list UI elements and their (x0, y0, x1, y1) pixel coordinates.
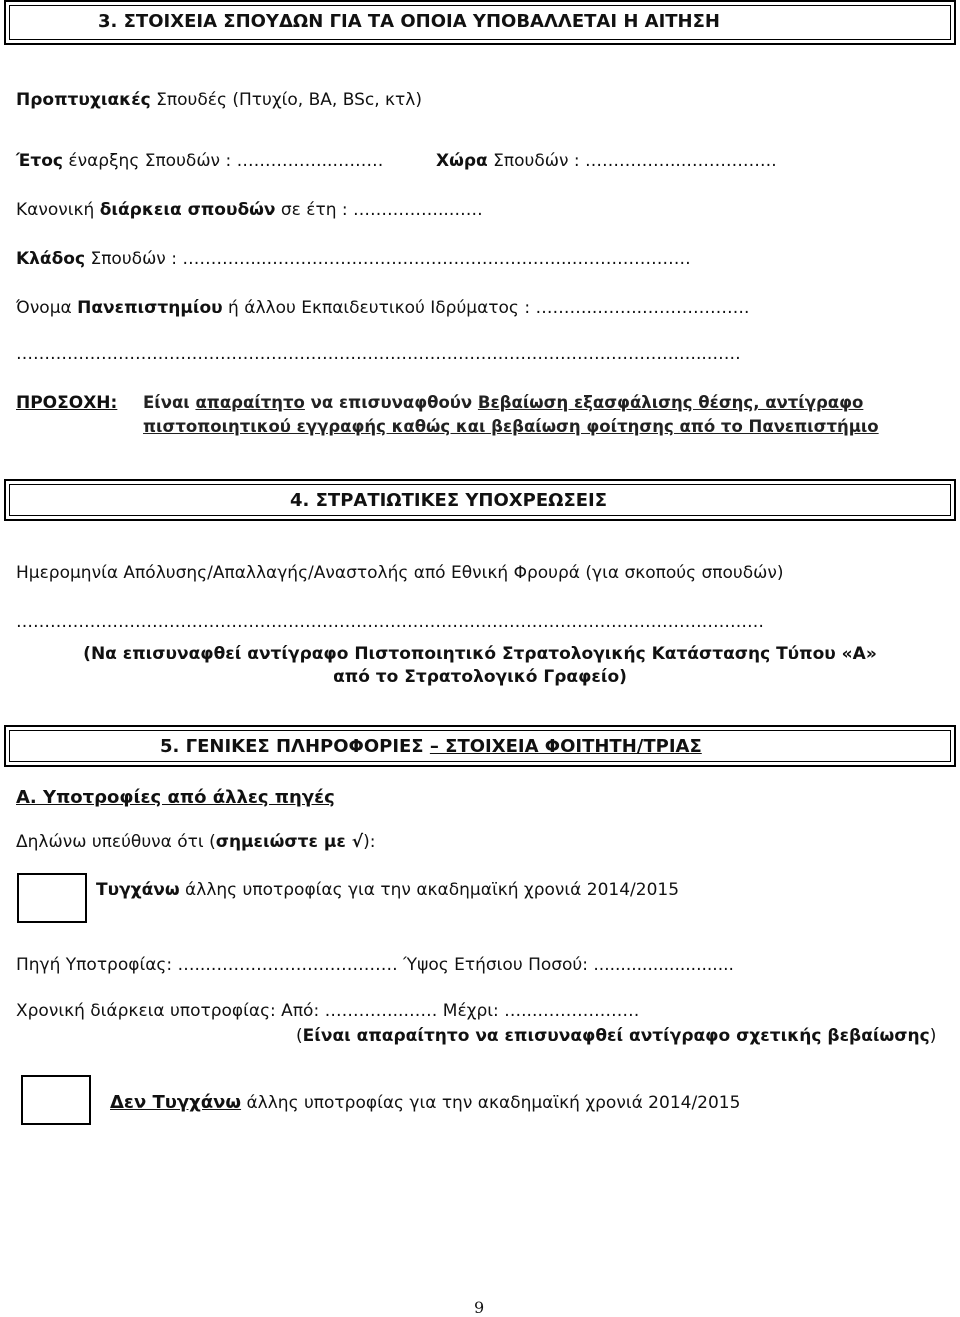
field-field[interactable]: Σπουδών : …………...……………………………………………...………………… (85, 249, 691, 269)
duration-note-post: ) (929, 1026, 937, 1046)
attention-label-text: ΠΡΟΣΟΧΗ: (16, 393, 118, 413)
duration-bold: διάρκεια σπουδών (99, 200, 276, 220)
military-note-line-1: (Να επισυναφθεί αντίγραφο Πιστοποιητικό Στρατολογικής Κατάστασης Τύπου «Α» (83, 644, 877, 664)
attention-text-b: απαραίτητο (195, 393, 305, 412)
scholarships-subheading (16, 787, 335, 808)
university-bold: Πανεπιστημίου (77, 298, 223, 318)
section5-header-box (4, 725, 956, 767)
declaration-bold: σημειώστε με √ (215, 832, 364, 852)
duration-pre: Κανονική (16, 200, 100, 220)
undergrad-rest: Σπουδές (Πτυχίο, BA, BSc, κτλ) (150, 90, 422, 110)
attention-text-a: Είναι (143, 393, 196, 412)
duration-note-pre: ( (296, 1026, 303, 1046)
declaration-post: ): (363, 832, 376, 852)
country-bold: Χώρα (436, 151, 488, 171)
option-not-receiving-bold-text: Δεν Τυγχάνω (110, 1092, 242, 1113)
military-note-line-2: από το Στρατολογικό Γραφείο) (333, 667, 627, 687)
field-bold: Κλάδος (16, 249, 86, 269)
start-year-field[interactable]: έναρξης Σπουδών : ……………..……… (62, 151, 384, 171)
not-receiving-scholarship-checkbox[interactable] (21, 1075, 91, 1125)
page-number: 9 (474, 1298, 485, 1317)
duration-line (16, 200, 483, 220)
scholarship-duration-note (296, 1026, 936, 1046)
receiving-scholarship-checkbox[interactable] (17, 873, 87, 923)
military-note (0, 644, 960, 687)
option-not-receiving-label (110, 1092, 740, 1113)
start-year-bold: Έτος (16, 151, 63, 171)
scholarship-source-line[interactable]: Πηγή Υποτροφίας: …...…………………………… Ύψος Ετήσιου Ποσού: .......................... (16, 955, 734, 975)
option-receiving-bold: Τυγχάνω (96, 880, 180, 900)
attention-label (16, 393, 117, 413)
option-receiving-label (96, 880, 679, 900)
attention-text-e: πιστοποιητικού εγγραφής καθώς και βεβαίωση φοίτησης από το Πανεπιστήμιο (143, 417, 879, 436)
section4-header-box (4, 479, 956, 521)
country-line (436, 151, 777, 171)
option-receiving-rest: άλλης υποτροφίας για την ακαδημαϊκή χρονιά 2014/2015 (179, 880, 680, 900)
university-pre: Όνομα (16, 298, 78, 318)
university-dots-line[interactable]: …………………………………………………………………………………………………………..…… (16, 344, 741, 364)
duration-field[interactable]: σε έτη : ……………..…… (275, 200, 483, 220)
undergrad-bold: Προπτυχιακές (16, 90, 151, 110)
attention-line-2 (143, 417, 879, 436)
field-line (16, 249, 691, 269)
section3-title: 3. ΣΤΟΙΧΕΙΑ ΣΠΟΥΔΩΝ ΓΙΑ ΤΑ ΟΠΟΙΑ ΥΠΟΒΑΛΛΕΤΑΙ Η ΑΙΤΗΣΗ (98, 11, 720, 32)
section5-title-b: – ΣΤΟΙΧΕΙΑ ΦΟΙΤΗΤΗ/ΤΡΙΑΣ (429, 736, 702, 757)
scholarship-duration-line[interactable]: Χρονική διάρκεια υποτροφίας: Από: …………..…… Μέχρι: …...……………… (16, 1001, 640, 1021)
discharge-date-dots[interactable]: …………………………………………………………………………………………………………………… (16, 612, 764, 632)
section5-title-a: 5. ΓΕΝΙΚΕΣ ΠΛΗΡΟΦΟΡΙΕΣ (160, 736, 430, 757)
duration-note-bold: Είναι απαραίτητο να επισυναφθεί αντίγραφο σχετικής βεβαίωσης (302, 1026, 930, 1046)
discharge-date-label: Ημερομηνία Απόλυσης/Απαλλαγής/Αναστολής από Εθνική Φρουρά (για σκοπούς σπουδών) (16, 563, 784, 583)
attention-text-c: να επισυναφθούν (304, 393, 478, 412)
section3-header-box (4, 0, 956, 45)
section4-title: 4. ΣΤΡΑΤΙΩΤΙΚΕΣ ΥΠΟΧΡΕΩΣΕΙΣ (290, 490, 608, 511)
scholarships-subheading-text: Α. Υποτροφίες από άλλες πηγές (16, 787, 335, 808)
option-not-receiving-bold (110, 1092, 241, 1113)
university-line (16, 298, 749, 318)
undergrad-line (16, 90, 422, 110)
attention-text-d: Βεβαίωση εξασφάλισης θέσης, αντίγραφο (477, 393, 864, 412)
section5-title (160, 736, 702, 757)
country-field[interactable]: Σπουδών : ……………...……………. (487, 151, 777, 171)
option-not-receiving-rest: άλλης υποτροφίας για την ακαδημαϊκή χρονιά 2014/2015 (241, 1093, 741, 1113)
attention-line-1 (143, 393, 863, 412)
start-year-line (16, 151, 383, 171)
declaration-pre: Δηλώνω υπεύθυνα ότι ( (16, 832, 216, 852)
university-field[interactable]: ή άλλου Εκπαιδευτικού Ιδρύματος : ………..……..………………. (222, 298, 750, 318)
declaration-line (16, 832, 376, 852)
